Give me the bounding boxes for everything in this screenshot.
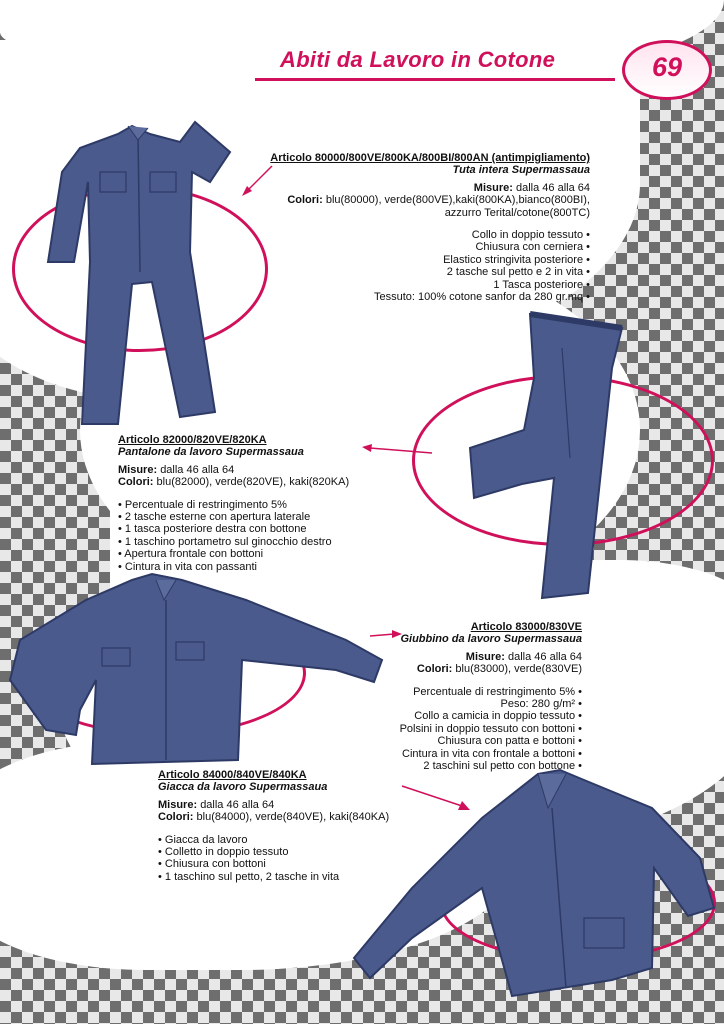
colors-value: blu(84000), verde(840VE), kaki(840KA) bbox=[196, 811, 390, 824]
product-colors bbox=[322, 663, 582, 675]
feature-item: Collo a camicia in doppio tessuto • bbox=[414, 710, 582, 723]
product-colors bbox=[118, 476, 378, 488]
feature-item: Chiusura con cerniera • bbox=[475, 241, 590, 254]
feature-item: Peso: 280 g/m² • bbox=[500, 698, 582, 711]
product-block-long-jacket bbox=[158, 769, 408, 883]
product-sizes bbox=[260, 182, 590, 194]
feature-item: • Apertura frontale con bottoni bbox=[118, 548, 264, 561]
feature-item: Collo in doppio tessuto • bbox=[471, 229, 590, 242]
page-title: Abiti da Lavoro in Cotone bbox=[280, 47, 556, 72]
product-block-coverall bbox=[260, 152, 590, 303]
product-sizes bbox=[322, 651, 582, 663]
feature-item: Chiusura con patta e bottoni • bbox=[437, 735, 582, 748]
feature-item: Cintura in vita con frontale a bottoni • bbox=[402, 747, 582, 760]
product-subtitle: Pantalone da lavoro Supermassaua bbox=[118, 446, 304, 459]
product-sizes bbox=[158, 799, 408, 811]
sizes-label: Misure: bbox=[465, 650, 505, 663]
colors-label: Colori: bbox=[118, 476, 154, 489]
colors-value: blu(83000), verde(830VE) bbox=[455, 663, 582, 676]
colors-label: Colori: bbox=[287, 194, 323, 207]
page-number: 69 bbox=[651, 52, 683, 82]
sizes-value: dalla 46 alla 64 bbox=[160, 463, 235, 476]
colors-label: Colori: bbox=[416, 663, 453, 676]
feature-item: • 1 taschino sul petto, 2 tasche in vita bbox=[158, 870, 340, 883]
sizes-value: dalla 46 alla 64 bbox=[200, 798, 275, 811]
product-title: Articolo 80000/800VE/800KA/800BI/800AN (antimpigliamento) bbox=[270, 152, 590, 164]
product-title: Articolo 82000/820VE/820KA bbox=[118, 434, 267, 446]
product-subtitle: Giacca da lavoro Supermassaua bbox=[158, 781, 328, 794]
colors-value: blu(80000), verde(800VE),kaki(800KA),bianco(800BI), bbox=[325, 194, 590, 207]
feature-item: • Giacca da lavoro bbox=[158, 833, 248, 846]
feature-item: Tessuto: 100% cotone sanfor da 280 gr.mq • bbox=[373, 291, 590, 304]
feature-item: Elastico stringivita posteriore • bbox=[443, 253, 590, 266]
sizes-label: Misure: bbox=[473, 181, 513, 194]
header-rule bbox=[255, 78, 615, 81]
product-title: Articolo 84000/840VE/840KA bbox=[158, 769, 307, 781]
trousers-image bbox=[462, 308, 632, 608]
sizes-label: Misure: bbox=[158, 798, 198, 811]
product-block-trousers bbox=[118, 434, 378, 573]
product-subtitle: Tuta intera Supermassaua bbox=[452, 164, 590, 177]
feature-item: • Cintura in vita con passanti bbox=[118, 560, 257, 573]
feature-item: • Colletto in doppio tessuto bbox=[158, 846, 289, 859]
product-subtitle: Giubbino da lavoro Supermassaua bbox=[400, 633, 582, 646]
feature-item: • 1 taschino portametro sul ginocchio destro bbox=[118, 535, 332, 548]
product-sizes bbox=[118, 464, 378, 476]
feature-item: • Percentuale di restringimento 5% bbox=[118, 498, 287, 511]
colors-value: blu(82000), verde(820VE), kaki(820KA) bbox=[156, 476, 350, 489]
feature-item: Percentuale di restringimento 5% • bbox=[413, 685, 582, 698]
feature-item: 1 Tasca posteriore • bbox=[493, 278, 590, 291]
feature-item: 2 tasche sul petto e 2 in vita • bbox=[446, 266, 590, 279]
colors-continued: azzurro Terital/cotone(800TC) bbox=[444, 206, 590, 219]
feature-item: Polsini in doppio tessuto con bottoni • bbox=[399, 722, 582, 735]
coverall-image bbox=[40, 112, 240, 432]
product-title: Articolo 83000/830VE bbox=[470, 621, 582, 633]
feature-item: 2 taschini sul petto con bottone • bbox=[423, 760, 582, 773]
sizes-value: dalla 46 alla 64 bbox=[515, 181, 590, 194]
feature-item: • 2 tasche esterne con apertura laterale bbox=[118, 511, 311, 524]
sizes-label: Misure: bbox=[118, 463, 158, 476]
feature-item: • Chiusura con bottoni bbox=[158, 858, 266, 871]
feature-item: • 1 tasca posteriore destra con bottone bbox=[118, 523, 307, 536]
product-colors bbox=[260, 194, 590, 206]
pointer-arrow bbox=[400, 784, 470, 812]
sizes-value: dalla 46 alla 64 bbox=[507, 650, 582, 663]
colors-label: Colori: bbox=[158, 811, 194, 824]
product-block-work-jacket bbox=[322, 621, 582, 772]
page-number-badge bbox=[622, 40, 712, 100]
product-colors bbox=[158, 811, 408, 823]
